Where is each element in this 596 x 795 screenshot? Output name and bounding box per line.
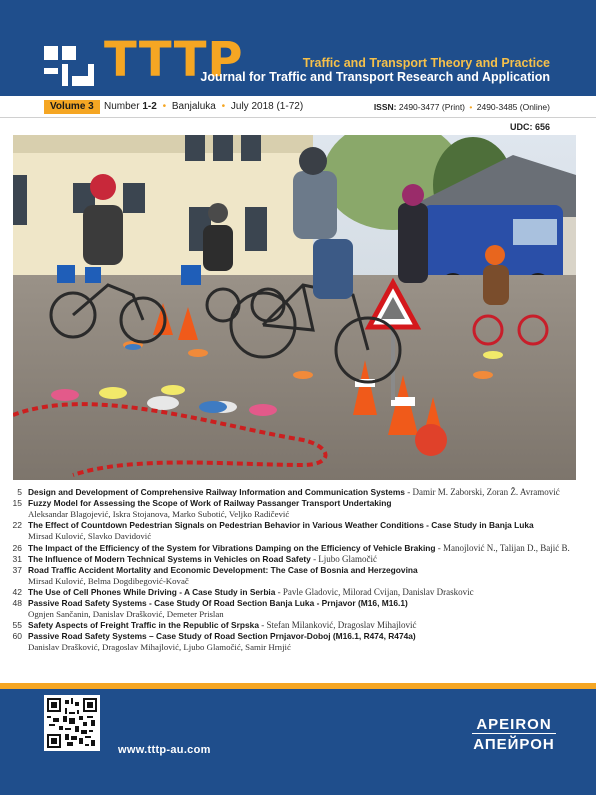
toc-title [28,554,584,564]
toc-inline-authors: - Damir M. Zaborski, Zoran Ž. Avramović [404,487,560,497]
toc-title [28,498,584,508]
journal-title [200,56,550,84]
toc-title-text: The Influence of Modern Technical Systems in Vehicles on Road Safety [28,554,311,564]
separator-dot: • [469,102,473,112]
toc-title-text: Passive Road Safety Systems – Case Study of Road Section Prnjavor-Doboj (M16.1, R474, R474a) [28,631,416,641]
header-band [0,0,596,96]
toc-page-number: 60 [12,631,22,641]
issue-date: July 2018 (1-72) [230,101,304,112]
toc-title-text: Safety Aspects of Freight Traffic in the Republic of Srpska [28,620,259,630]
toc-authors: Ognjen Sančanin, Danislav Drašković, Demeter Prislan [28,609,224,619]
cover-photo [13,135,576,480]
journal-title-line1: Traffic and Transport Theory and Practice [302,56,550,70]
volume-badge: Volume 3 [44,100,100,114]
toc-authors: Mirsad Kulović, Belma Dogdibegović-Kovač [28,576,189,586]
number-label: Number [104,101,140,112]
toc-title-text: The Effect of Countdown Pedestrian Signals on Pedestrian Behavior in Various Weather Conditions - Case Study in Banja Luka [28,520,534,530]
toc-page-number: 42 [12,587,22,597]
publisher-name-latin: APEIRON [476,716,552,733]
tttp-logo-icon [44,46,100,86]
website-link[interactable]: www.tttp-au.com [118,744,211,756]
toc-inline-authors: - Stefan Milanković, Dragoslav Mihajlović [258,620,417,630]
separator-dot: • [221,101,226,112]
table-of-contents [0,487,596,657]
journal-title-line2: Journal for Traffic and Transport Research and Application [200,70,550,84]
toc-page-number: 48 [12,598,22,608]
toc-inline-authors: - Ljubo Glamočić [310,554,378,564]
building [13,135,313,285]
toc-title [28,631,584,641]
separator-dot: • [162,101,167,112]
issue-info-bar [0,96,596,118]
toc-title-text: The Use of Cell Phones While Driving - A Case Study in Serbia [28,587,276,597]
number-value: 1-2 [142,101,157,112]
toc-title-text: Design and Development of Comprehensive Railway Information and Communication Systems [28,487,405,497]
toc-authors: Mirsad Kulović, Slavko Davidović [28,531,152,541]
toc-title-text: Road Traffic Accident Mortality and Economic Development: The Case of Bosnia and Herzegovina [28,565,418,575]
toc-authors: Danislav Drašković, Dragoslav Mihajlović, Ljubo Glamočić, Samir Hrnjić [28,642,291,652]
issue-info [104,96,303,118]
toc-title-text: Fuzzy Model for Assessing the Scope of Work of Railway Passanger Transport Undertaking [28,498,392,508]
toc-inline-authors: - Pavle Gladovic, Milorad Cvijan, Danislav Draskovic [275,587,474,597]
udc-code: UDC: 656 [509,122,550,132]
toc-title [28,487,584,497]
apeiron-logo [466,712,562,754]
toc-title-text: Passive Road Safety Systems - Case Study Of Road Section Banja Luka - Prnjavor (M16, M16.1) [28,598,408,608]
pavement [13,275,576,480]
city: Banjaluka [171,101,216,112]
issn-label: ISSN: [373,102,397,112]
issn-print: 2490-3477 (Print) [398,102,466,112]
toc-page-number: 37 [12,565,22,575]
toc-title [28,620,584,630]
toc-title [28,565,584,575]
toc-page-number: 31 [12,554,22,564]
toc-title [28,543,584,553]
issn [374,96,550,118]
issn-online: 2490-3485 (Online) [476,102,550,112]
toc-page-number: 55 [12,620,22,630]
toc-page-number: 5 [17,487,22,497]
toc-title [28,587,584,597]
logo-text: TTTP [104,32,244,88]
toc-inline-authors: - Manojlović N., Talijan D., Bajić B. [435,543,570,553]
toc-title [28,598,584,608]
toc-page-number: 22 [12,520,22,530]
publisher-name-cyrillic: АПЕЙРОН [473,736,555,753]
toc-authors: Aleksandar Blagojević, Iskra Stojanova, Marko Subotić, Veljko Radičević [28,509,290,519]
toc-title-text: The Impact of the Efficiency of the System for Vibrations Damping on the Efficiency of Vehicle Braking [28,543,436,553]
qr-code-icon[interactable] [44,695,100,751]
toc-page-number: 26 [12,543,22,553]
toc-page-number: 15 [12,498,22,508]
toc-title [28,520,584,530]
